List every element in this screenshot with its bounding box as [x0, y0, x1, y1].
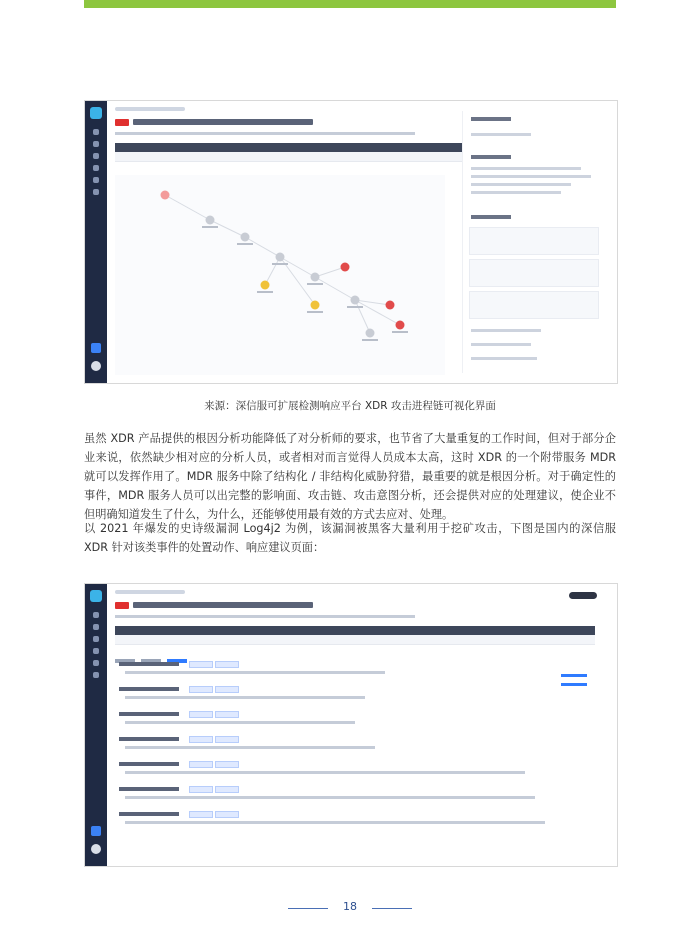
page-footer: [0, 898, 700, 920]
app-logo-icon: [90, 590, 102, 602]
nav-icon: [93, 624, 99, 630]
nav-icon: [93, 141, 99, 147]
table-header: [115, 626, 595, 635]
body-paragraph-2: 以 2021 年爆发的史诗级漏洞 Log4j2 为例，该漏洞被黑客大量利用于挖矿攻击，下图是国内的深信服 XDR 针对该类事件的处置动作、响应建议页面：: [84, 522, 616, 554]
avatar: [91, 844, 101, 854]
table-row: [115, 152, 465, 162]
graph-node-warning: [311, 301, 320, 310]
nav-icon: [93, 660, 99, 666]
figure-process-chain-screenshot: [84, 100, 618, 384]
top-accent-bar: [84, 0, 616, 8]
severity-badge: [115, 602, 129, 609]
graph-node: [351, 296, 360, 305]
list-item: [119, 760, 559, 782]
nav-icon: [93, 153, 99, 159]
graph-node-warning: [261, 281, 270, 290]
nav-icon: [93, 648, 99, 654]
action-button: [569, 592, 597, 599]
process-detail-panel: [462, 111, 605, 373]
incident-title: [133, 602, 313, 608]
view-tabs: [115, 648, 195, 654]
nav-icon: [93, 612, 99, 618]
advice-side-links: [561, 674, 601, 692]
table-row: [115, 635, 595, 645]
page-number: 18: [343, 900, 357, 913]
footer-rule-left: [288, 908, 328, 909]
nav-icon: [93, 636, 99, 642]
list-item: [119, 735, 559, 757]
graph-edges: [115, 175, 445, 375]
severity-badge: [115, 119, 129, 126]
graph-node-threat: [396, 321, 405, 330]
figure-response-advice-screenshot: [84, 583, 618, 867]
graph-node-threat: [386, 301, 395, 310]
message-icon: [91, 343, 101, 353]
nav-icon: [93, 672, 99, 678]
graph-node: [276, 253, 285, 262]
nav-icon: [93, 189, 99, 195]
app-sidebar-rail: [85, 584, 107, 866]
incident-title: [133, 119, 313, 125]
incident-meta: [115, 132, 415, 135]
incident-meta: [115, 615, 415, 618]
breadcrumb: [115, 107, 185, 111]
list-item: [119, 710, 559, 732]
list-item: [119, 685, 559, 707]
view-tabs: [115, 165, 195, 171]
body-paragraph-1: 虽然 XDR 产品提供的根因分析功能降低了对分析师的要求，也节省了大量重复的工作时间，但对于部分企业来说，依然缺少相对应的分析人员，或者相对而言觉得人员成本太高，这时 XDR 的一个附带服务 MDR 就可以发挥作用了。MDR 服务中除了结构化 / 非结构化威胁狩猎，最重要的就是根因分析。对于确定性的事件，MDR 服务人员可以出完整的影响面、攻击链、攻击意图分析，还会提供对应的处理建议，使企业不但明确知道发生了什么，为什么，还能够使用最有效的方式去应对、处理。: [84, 432, 616, 521]
message-icon: [91, 826, 101, 836]
footer-rule-right: [372, 908, 412, 909]
breadcrumb: [115, 590, 185, 594]
graph-node: [366, 329, 375, 338]
app-sidebar-rail: [85, 101, 107, 383]
nav-icon: [93, 129, 99, 135]
table-header: [115, 143, 465, 152]
graph-node: [311, 273, 320, 282]
avatar: [91, 361, 101, 371]
graph-node: [241, 233, 250, 242]
figure-caption: 来源：深信服可扩展检测响应平台 XDR 攻击进程链可视化界面: [204, 400, 496, 412]
graph-node: [206, 216, 215, 225]
graph-node-threat: [341, 263, 350, 272]
process-chain-graph: [115, 175, 445, 375]
graph-node-threat: [161, 191, 170, 200]
response-advice-list: [119, 660, 559, 835]
list-item: [119, 660, 559, 682]
app-logo-icon: [90, 107, 102, 119]
list-item: [119, 785, 559, 807]
list-item: [119, 810, 559, 832]
nav-icon: [93, 177, 99, 183]
nav-icon: [93, 165, 99, 171]
